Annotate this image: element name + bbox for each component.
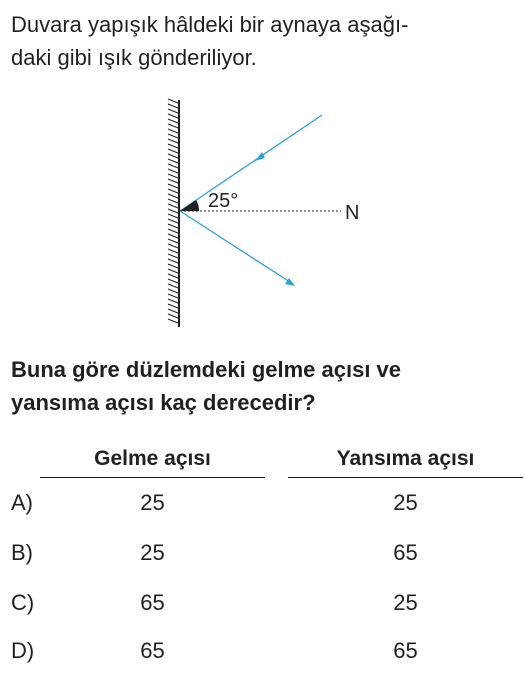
hatch-mark xyxy=(168,234,178,238)
statement-line-1: Duvara yapışık hâldeki bir aynaya aşağı- xyxy=(11,12,409,37)
answer-row-d[interactable] xyxy=(0,638,524,678)
question-line-2: yansıma açısı kaç derecedir? xyxy=(11,390,316,415)
mirror-hatching xyxy=(168,99,178,323)
hatch-mark xyxy=(168,154,178,158)
answer-row-a[interactable] xyxy=(0,490,524,530)
reflection-value: 65 xyxy=(393,540,418,565)
hatch-mark xyxy=(168,224,178,228)
hatch-mark xyxy=(168,144,178,148)
incidence-value: 65 xyxy=(140,638,165,663)
hatch-mark xyxy=(168,309,178,313)
reflection-value: 65 xyxy=(393,638,418,663)
hatch-mark xyxy=(168,244,178,248)
incidence-header: Gelme açısı xyxy=(94,447,211,470)
hatch-mark xyxy=(168,139,178,143)
angle-label: 25° xyxy=(208,190,239,212)
incident-arrowhead xyxy=(255,152,265,161)
angle-marker xyxy=(180,200,199,211)
hatch-mark xyxy=(168,179,178,183)
hatch-mark xyxy=(168,219,178,223)
hatch-mark xyxy=(168,289,178,293)
option-label: D) xyxy=(11,638,35,663)
option-label: C) xyxy=(11,590,35,615)
hatch-mark xyxy=(168,254,178,258)
question-line-1: Buna göre düzlemdeki gelme açısı ve xyxy=(11,357,402,382)
incidence-value: 25 xyxy=(140,540,165,565)
hatch-mark xyxy=(168,119,178,123)
hatch-mark xyxy=(168,249,178,253)
hatch-mark xyxy=(168,99,178,103)
hatch-mark xyxy=(168,264,178,268)
hatch-mark xyxy=(168,124,178,128)
hatch-mark xyxy=(168,174,178,178)
incidence-value: 25 xyxy=(140,490,165,515)
hatch-mark xyxy=(168,134,178,138)
question-text xyxy=(11,353,523,419)
hatch-mark xyxy=(168,314,178,318)
option-label: A) xyxy=(11,490,33,515)
hatch-mark xyxy=(168,194,178,198)
hatch-mark xyxy=(168,294,178,298)
hatch-mark xyxy=(168,104,178,108)
reflected-ray xyxy=(180,211,293,284)
hatch-mark xyxy=(168,159,178,163)
hatch-mark xyxy=(168,199,178,203)
hatch-mark xyxy=(168,184,178,188)
hatch-mark xyxy=(168,189,178,193)
hatch-mark xyxy=(168,274,178,278)
answer-row-b[interactable] xyxy=(0,540,524,580)
reflection-header: Yansıma açısı xyxy=(336,447,475,470)
hatch-mark xyxy=(168,319,178,323)
reflection-value: 25 xyxy=(393,590,418,615)
hatch-mark xyxy=(168,269,178,273)
hatch-mark xyxy=(168,259,178,263)
incidence-header-rule xyxy=(40,477,265,478)
hatch-mark xyxy=(168,304,178,308)
hatch-mark xyxy=(168,164,178,168)
hatch-mark xyxy=(168,209,178,213)
hatch-mark xyxy=(168,299,178,303)
hatch-mark xyxy=(168,204,178,208)
hatch-mark xyxy=(168,129,178,133)
hatch-mark xyxy=(168,214,178,218)
hatch-mark xyxy=(168,114,178,118)
reflection-value: 25 xyxy=(393,490,418,515)
hatch-mark xyxy=(168,169,178,173)
answer-row-c[interactable] xyxy=(0,590,524,630)
hatch-mark xyxy=(168,229,178,233)
incidence-value: 65 xyxy=(140,590,165,615)
hatch-mark xyxy=(168,109,178,113)
reflection-header-rule xyxy=(288,477,523,478)
normal-label: N xyxy=(345,202,360,224)
hatch-mark xyxy=(168,284,178,288)
hatch-mark xyxy=(168,239,178,243)
hatch-mark xyxy=(168,149,178,153)
incident-ray xyxy=(180,115,322,211)
statement-line-2: daki gibi ışık gönderiliyor. xyxy=(11,45,257,70)
hatch-mark xyxy=(168,279,178,283)
option-label: B) xyxy=(11,540,33,565)
